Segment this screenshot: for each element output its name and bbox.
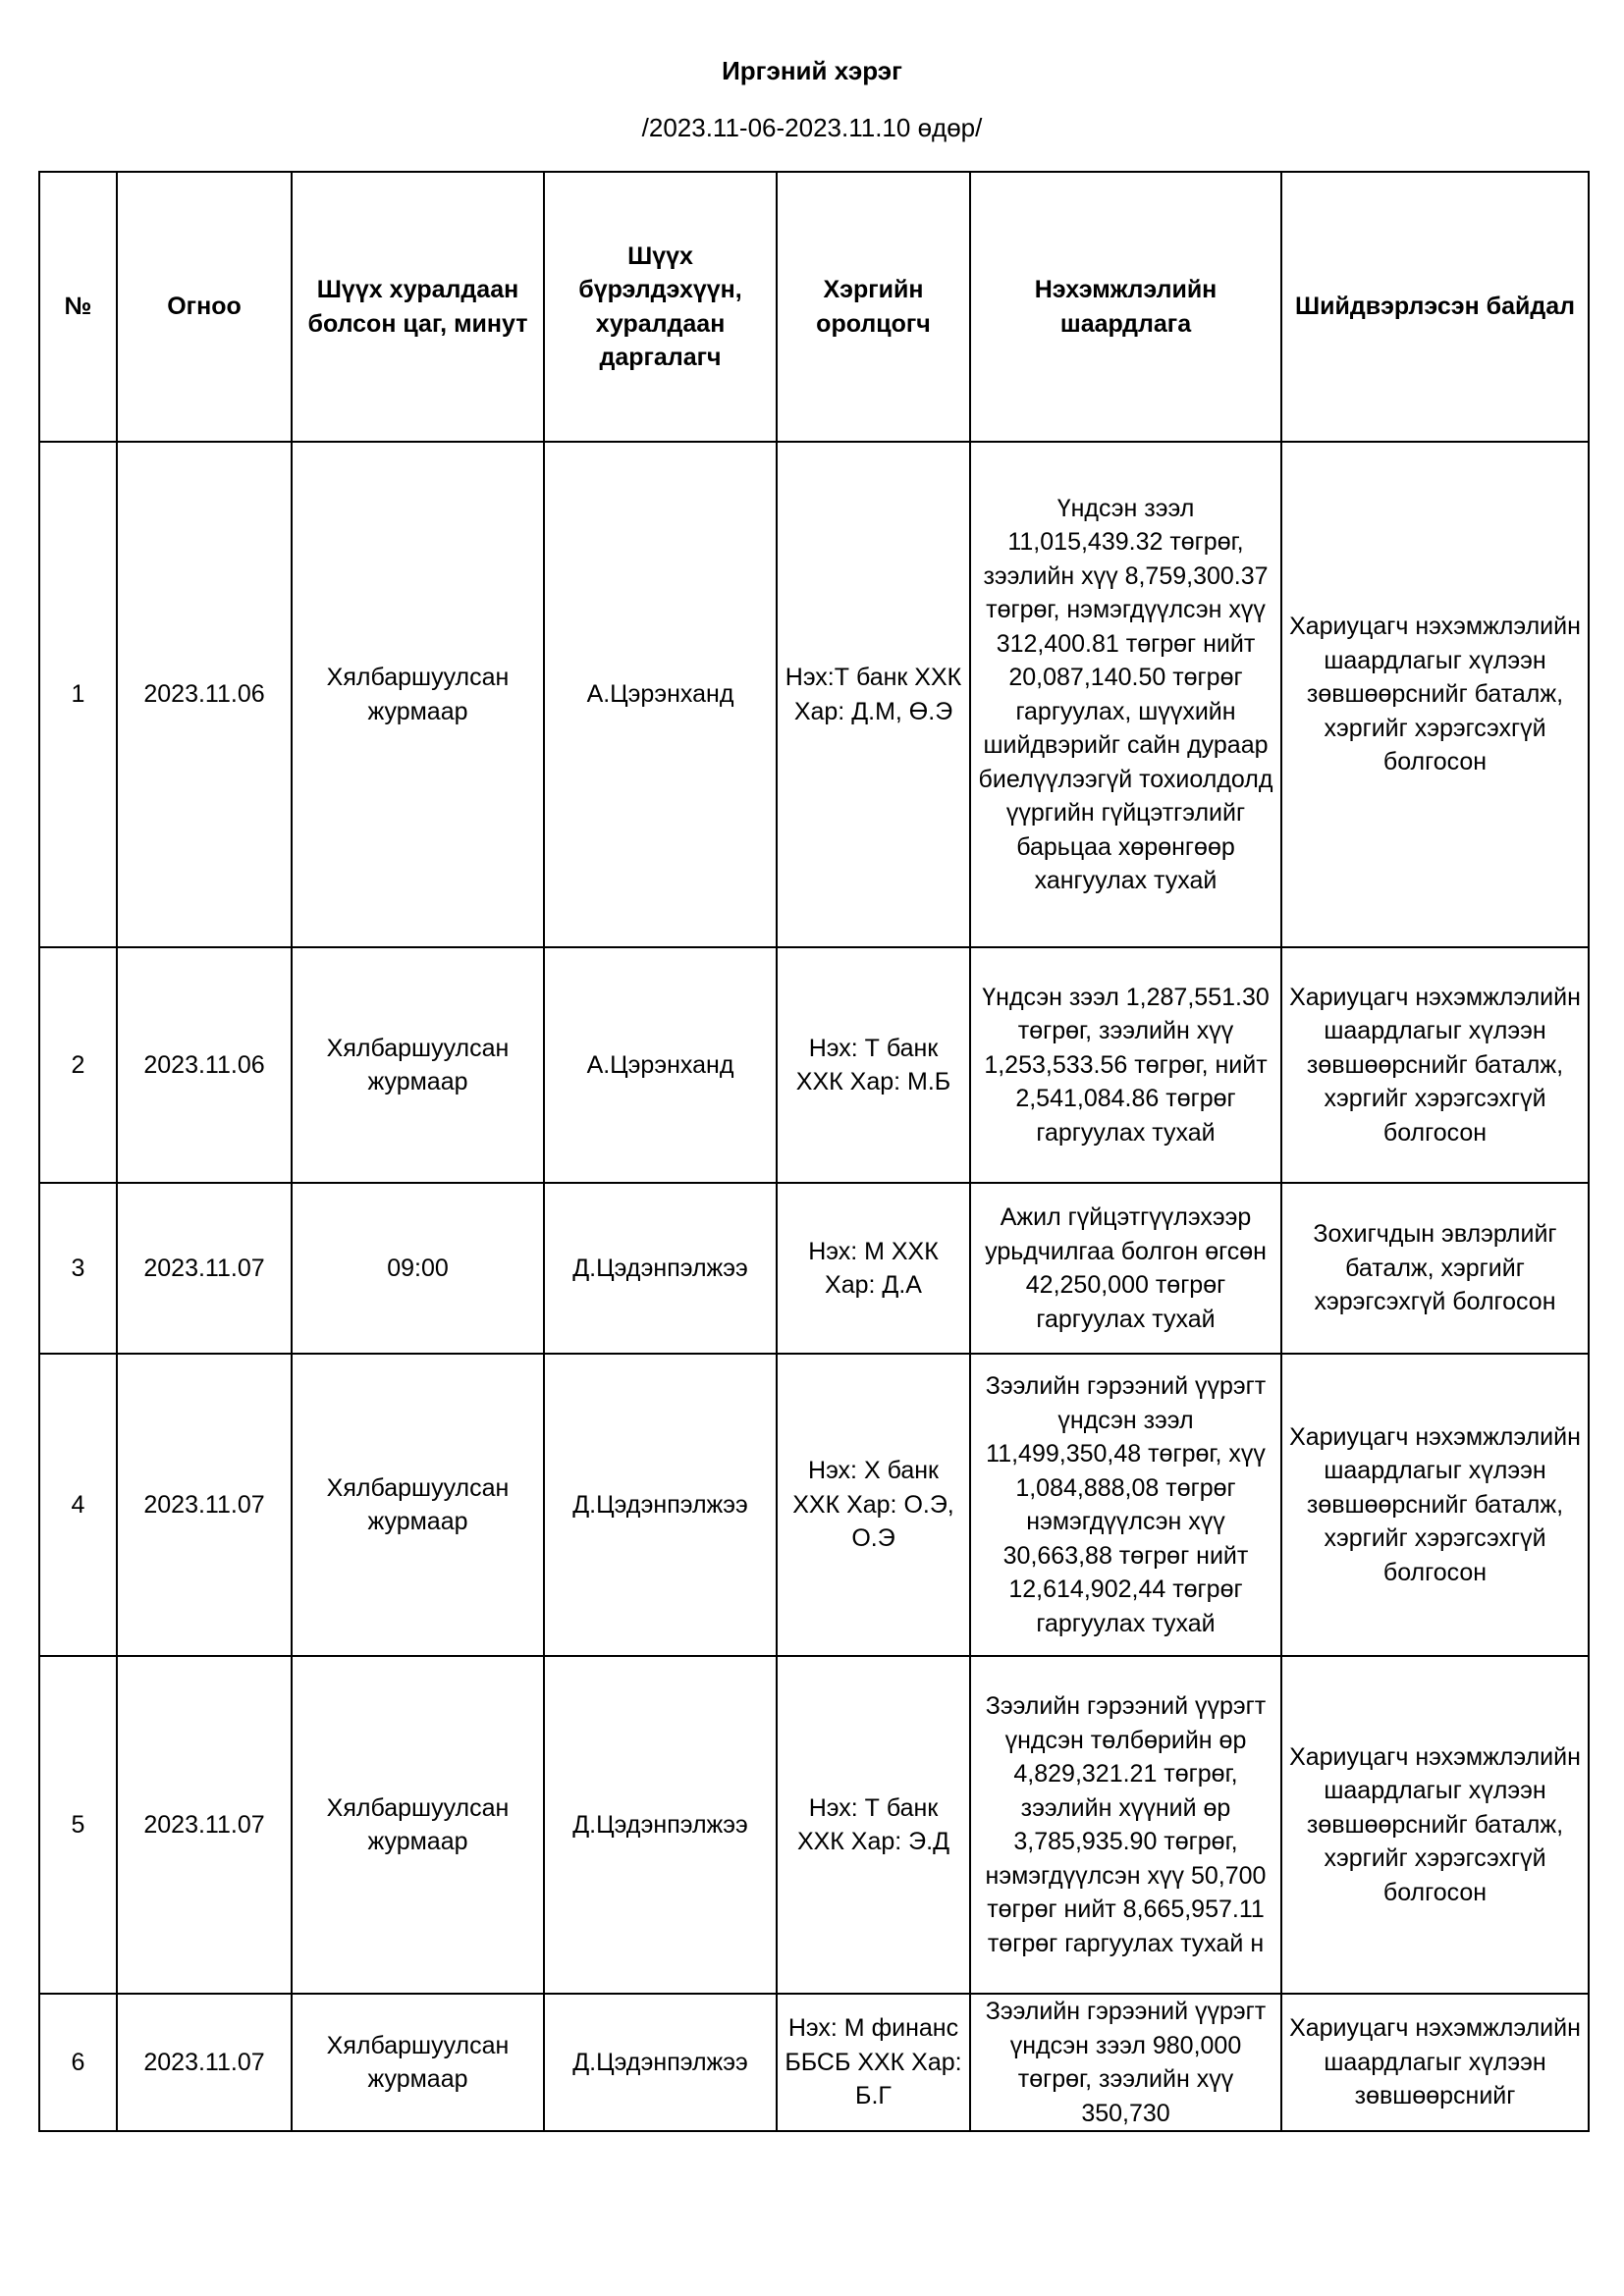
table-row [39, 1994, 1589, 2131]
header-hearing-time: Шүүх хуралдаан болсон цаг, минут [292, 172, 544, 442]
cell-claim: Зээлийн гэрээний үүрэгт үндсэн зээл 11,499,350,48 төгрөг, хүү 1,084,888,08 төгрөг нэмэгдүүлсэн хүү 30,663,88 төгрөг нийт 12,614,902,44 төгрөг гаргуулах тухай [970, 1354, 1281, 1656]
cell-number: 5 [39, 1656, 117, 1994]
cell-case-participants: Нэх: Х банк ХХК Хар: О.Э, О.Э [777, 1354, 970, 1656]
table-row [39, 442, 1589, 947]
document-date-range: /2023.11-06-2023.11.10 өдөр/ [641, 113, 983, 142]
header-claim: Нэхэмжлэлийн шаардлага [970, 172, 1281, 442]
cell-number: 3 [39, 1183, 117, 1354]
cell-presiding-judge: Д.Цэдэнпэлжээ [544, 1183, 777, 1354]
header-case-participants: Хэргийн оролцогч [777, 172, 970, 442]
cell-resolution: Хариуцагч нэхэмжлэлийн шаардлагыг хүлээн зөвшөөрснийг [1281, 1994, 1589, 2131]
cell-case-participants: Нэх: М финанс ББСБ ХХК Хар: Б.Г [777, 1994, 970, 2131]
cell-resolution: Зохигчдын эвлэрлийг баталж, хэргийг хэрэгсэхгүй болгосон [1281, 1183, 1589, 1354]
table-row [39, 947, 1589, 1183]
header-date: Огноо [117, 172, 292, 442]
cell-hearing-time: Хялбаршуулсан журмаар [292, 947, 544, 1183]
cell-date: 2023.11.07 [117, 1656, 292, 1994]
cell-resolution: Хариуцагч нэхэмжлэлийн шаардлагыг хүлээн зөвшөөрснийг баталж, хэргийг хэрэгсэхгүй болгосон [1281, 1656, 1589, 1994]
header-resolution: Шийдвэрлэсэн байдал [1281, 172, 1589, 442]
cell-date: 2023.11.07 [117, 1994, 292, 2131]
cell-case-participants: Нэх: М ХХК Хар: Д.А [777, 1183, 970, 1354]
header-presiding-judge: Шүүх бүрэлдэхүүн, хуралдаан даргалагч [544, 172, 777, 442]
cell-hearing-time: Хялбаршуулсан журмаар [292, 1354, 544, 1656]
cell-presiding-judge: Д.Цэдэнпэлжээ [544, 1656, 777, 1994]
cell-claim: Зээлийн гэрээний үүрэгт үндсэн зээл 980,000 төгрөг, зээлийн хүү 350,730 [970, 1994, 1281, 2131]
cell-case-participants: Нэх:Т банк ХХК Хар: Д.М, Ө.Э [777, 442, 970, 947]
cell-number: 6 [39, 1994, 117, 2131]
cell-hearing-time: Хялбаршуулсан журмаар [292, 1656, 544, 1994]
court-cases-table [38, 171, 1590, 2132]
cell-date: 2023.11.06 [117, 947, 292, 1183]
cell-claim: Ажил гүйцэтгүүлэхээр урьдчилгаа болгон өгсөн 42,250,000 төгрөг гаргуулах тухай [970, 1183, 1281, 1354]
cell-hearing-time: Хялбаршуулсан журмаар [292, 442, 544, 947]
cell-hearing-time: 09:00 [292, 1183, 544, 1354]
table-row [39, 1656, 1589, 1994]
cell-presiding-judge: А.Цэрэнханд [544, 442, 777, 947]
cell-presiding-judge: Д.Цэдэнпэлжээ [544, 1354, 777, 1656]
cell-resolution: Хариуцагч нэхэмжлэлийн шаардлагыг хүлээн зөвшөөрснийг баталж, хэргийг хэрэгсэхгүй болгосон [1281, 442, 1589, 947]
cell-claim: Үндсэн зээл 1,287,551.30 төгрөг, зээлийн хүү 1,253,533.56 төгрөг, нийт 2,541,084.86 төгрөг гаргуулах тухай [970, 947, 1281, 1183]
cell-hearing-time: Хялбаршуулсан журмаар [292, 1994, 544, 2131]
cell-resolution: Хариуцагч нэхэмжлэлийн шаардлагыг хүлээн зөвшөөрснийг баталж, хэргийг хэрэгсэхгүй болгосон [1281, 1354, 1589, 1656]
cell-number: 1 [39, 442, 117, 947]
cell-presiding-judge: А.Цэрэнханд [544, 947, 777, 1183]
cell-case-participants: Нэх: Т банк ХХК Хар: Э.Д [777, 1656, 970, 1994]
cell-date: 2023.11.07 [117, 1183, 292, 1354]
header-number: № [39, 172, 117, 442]
cell-claim: Үндсэн зээл 11,015,439.32 төгрөг, зээлийн хүү 8,759,300.37 төгрөг, нэмэгдүүлсэн хүү 312,400.81 төгрөг нийт 20,087,140.50 төгрөг гаргуулах, шүүхийн шийдвэрийг сайн дураар биелүүлээгүй тохиолдолд үүргийн гүйцэтгэлийг барьцаа хөрөнгөөр хангуулах тухай [970, 442, 1281, 947]
cell-case-participants: Нэх: Т банк ХХК Хар: М.Б [777, 947, 970, 1183]
document-title: Иргэний хэрэг [722, 56, 902, 85]
table-row [39, 1354, 1589, 1656]
cell-date: 2023.11.06 [117, 442, 292, 947]
cell-resolution: Хариуцагч нэхэмжлэлийн шаардлагыг хүлээн зөвшөөрснийг баталж, хэргийг хэрэгсэхгүй болгосон [1281, 947, 1589, 1183]
table-row [39, 1183, 1589, 1354]
table-header-row [39, 172, 1589, 442]
cell-number: 4 [39, 1354, 117, 1656]
cell-date: 2023.11.07 [117, 1354, 292, 1656]
cell-claim: Зээлийн гэрээний үүрэгт үндсэн төлбөрийн өр 4,829,321.21 төгрөг, зээлийн хүүний өр 3,785,935.90 төгрөг, нэмэгдүүлсэн хүү 50,700 төгрөг нийт 8,665,957.11 төгрөг гаргуулах тухай н [970, 1656, 1281, 1994]
cell-number: 2 [39, 947, 117, 1183]
cell-presiding-judge: Д.Цэдэнпэлжээ [544, 1994, 777, 2131]
